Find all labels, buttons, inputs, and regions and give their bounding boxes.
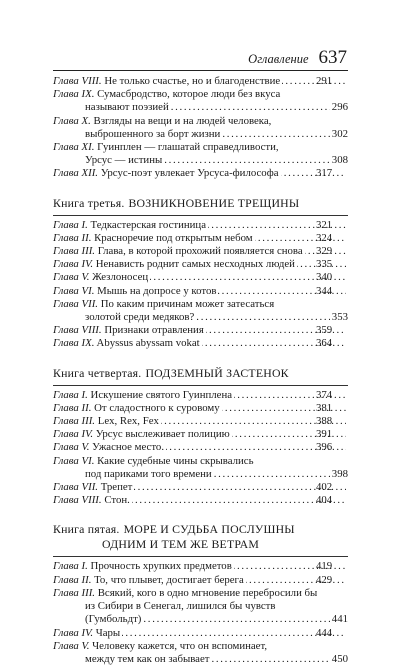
toc-entry[interactable] [53,640,348,666]
leader-dots [164,154,330,167]
book-section [53,519,348,666]
chapter-page-number: 450 [331,652,348,665]
toc-entry[interactable]: Глава VIII. Не только счастье, но и благоденствие . . . 291 [53,75,348,88]
chapter-label: Глава III. [53,415,96,428]
toc-entry[interactable]: Глава I. Искушение святого Гуинплена . . . 374 [53,389,348,402]
toc-entry[interactable]: Глава II. От сладостного к суровому . . . 381 [53,402,348,415]
leader-dots [282,75,346,88]
toc-entry[interactable]: Глава IV. Чары . . . 444 [53,627,348,640]
toc-entry[interactable]: Глава II. Красноречие под открытым небом . . . 324 [53,232,348,245]
chapter-title: Прочность хрупких предметов [90,560,232,573]
chapter-title: Урсус — истины [85,154,163,167]
page-number: 637 [318,47,347,68]
chapter-title: Сумасбродство, которое люди без вкуса [97,88,281,101]
chapter-title: называют поэзией [85,101,169,114]
book-section [53,75,348,181]
chapter-page-number: 441 [331,613,348,626]
chapter-title: Гуинплен — глашатай справедливости, [97,141,279,154]
section-rule [53,385,348,386]
toc-entry[interactable] [53,141,348,167]
chapter-title: Стон. [104,494,130,507]
chapter-label: Глава IV. [53,626,94,639]
chapter-title: Взгляды на вещи и на людей человека, [93,114,272,127]
chapter-page-number: 398 [331,467,348,480]
toc-entry[interactable]: Глава VI. Мышь на допросе у котов . . . 344 [53,285,348,298]
chapter-title: Признаки отравления [104,324,204,337]
running-header [248,47,347,69]
leader-dots [122,627,346,640]
toc-entry[interactable]: Глава III. Lex, Rex, Fex . . . 388 [53,415,348,428]
chapter-label: Глава II. [53,231,92,244]
chapter-title: Трепет [100,481,133,494]
book-section [53,193,348,351]
chapter-label: Глава IX. [53,88,95,101]
leader-dots [134,481,346,494]
leader-dots [222,128,329,141]
chapter-label: Глава VI. [53,454,95,467]
toc-entry[interactable]: Глава IX. Abyssus abyssam vokat . . . 364 [53,337,348,350]
toc-entry[interactable]: Глава I. Прочность хрупких предметов . . . 419 [53,560,348,573]
chapter-label: Глава I. [53,560,88,573]
chapter-page-number: 296 [331,101,348,114]
chapter-title: Ненависть роднит самых несходных людей [95,258,295,271]
toc-entry[interactable] [53,298,348,324]
chapter-title: (Гумбольдт) [85,613,142,626]
chapter-label: Глава VII. [53,297,99,310]
chapter-label: Глава X. [53,114,91,127]
chapter-title: Всякий, кого в одно мгновение перебросили бы [97,586,318,599]
toc-entry[interactable] [53,115,348,141]
chapter-title: Lex, Rex, Fex [97,415,159,428]
chapter-title: Человеку кажется, что он вспоминает, [92,639,268,652]
toc-entry[interactable]: Глава II. То, что плывет, достигает берега . . . 429 [53,574,348,587]
chapter-page-number: 302 [331,127,348,140]
book-name: ПОДЗЕМНЫЙ ЗАСТЕНОК [145,365,289,380]
toc-entry[interactable]: Глава III. Глава, в которой прохожий появляется снова . . . 329 [53,245,348,258]
table-of-contents [53,75,348,666]
book-name-continued: ОДНИМ И ТЕМ ЖЕ ВЕТРАМ [101,537,260,552]
chapter-label: Глава VI. [53,284,95,297]
chapter-title: Урсус-поэт увлекает Урсуса-философа [100,167,279,180]
chapter-title: Тедкастерская гостиница [90,218,206,231]
chapter-label: Глава III. [53,586,96,599]
chapter-label: Глава I. [53,388,88,401]
book-name: ВОЗНИКНОВЕНИЕ ТРЕЩИНЫ [128,195,300,210]
chapter-label: Глава IV. [53,428,94,441]
chapter-label: Глава II. [53,573,92,586]
leader-dots [211,653,329,666]
chapter-title: из Сибири в Сенегал, лишился бы чувств [85,600,276,613]
leader-dots [281,167,347,180]
chapter-page-number: 308 [331,154,348,167]
chapter-title: Жезлоносец [92,271,149,284]
chapter-title: Красноречие под открытым небом [94,231,253,244]
toc-entry[interactable]: Глава V. Жезлоносец . . . 340 [53,271,348,284]
leader-dots [214,468,330,481]
chapter-label: Глава III. [53,245,96,258]
toc-entry[interactable]: Глава VII. Трепет . . . 402 [53,481,348,494]
leader-dots [143,613,329,626]
chapter-title: От сладостного к суровому [94,401,220,414]
chapter-label: Глава VIII. [53,494,102,507]
header-rule [53,70,348,71]
chapter-title: То, что плывет, достигает берега [94,573,244,586]
book-section [53,363,348,508]
chapter-title: золотой среди медяков? [85,311,195,324]
toc-entry[interactable] [53,455,348,481]
toc-entry[interactable]: Глава V. Ужасное место. . . . 396 [53,441,348,454]
toc-entry[interactable]: Глава VIII. Признаки отравления . . . 359 [53,324,348,337]
chapter-title: между тем как он забывает [85,652,210,665]
leader-dots [132,494,346,507]
chapter-label: Глава V. [53,639,90,652]
section-rule [53,215,348,216]
chapter-label: Глава VII. [53,481,99,494]
running-header-section: Оглавление [248,52,309,66]
chapter-label: Глава VIII. [53,324,102,337]
chapter-label: Глава I. [53,218,88,231]
chapter-title: Глава, в которой прохожий появляется снова [97,245,303,258]
toc-entry[interactable] [53,587,348,627]
chapter-label: Глава IX. [53,337,95,350]
toc-entry[interactable]: Глава IV. Ненависть роднит самых несходных людей . . . 335 [53,258,348,271]
chapter-title: Не только счастье, но и благоденствие [104,75,281,87]
chapter-title: Какие судебные чины скрывались [97,454,254,467]
chapter-title: Ужасное место. [92,441,165,454]
chapter-label: Глава II. [53,401,92,414]
chapter-label: Глава XI. [53,141,95,154]
chapter-title: Мышь на допросе у котов [97,284,217,297]
chapter-title: Чары [95,626,121,639]
toc-entry[interactable]: Глава I. Тедкастерская гостиница . . . 321 [53,219,348,232]
toc-entry[interactable]: Глава IV. Урсус выслеживает полицию . . . 391 [53,428,348,441]
chapter-page-number: 353 [331,311,348,324]
chapter-label: Глава V. [53,441,90,454]
chapter-title: выброшенного за борт жизни [85,127,221,140]
toc-entry[interactable]: Глава VIII. Стон. . . . 404 [53,494,348,507]
chapter-title: Искушение святого Гуинплена [90,388,233,401]
book-name: МОРЕ И СУДЬБА ПОСЛУШНЫ [123,522,295,537]
section-rule [53,556,348,557]
book-title [53,363,348,383]
book-number: Книга четвертая. [53,365,142,380]
toc-entry[interactable] [53,88,348,114]
chapter-title: Abyssus abyssam vokat [96,337,200,350]
book-title [53,519,348,554]
leader-dots [255,232,346,245]
chapter-label: Глава XII. [53,167,99,180]
chapter-label: Глава V. [53,271,90,284]
toc-entry[interactable]: Глава XII. Урсус-поэт увлекает Урсуса-философа . . . 317 [53,167,348,180]
leader-dots [196,311,330,324]
chapter-label: Глава IV. [53,258,94,271]
chapter-title: под париками того времени [85,467,212,480]
chapter-label: Глава VIII. [53,75,102,87]
book-title [53,193,348,213]
chapter-title: По каким причинам может затесаться [100,297,275,310]
book-number: Книга третья. [53,195,125,210]
chapter-title: Урсус выслеживает полицию [95,428,230,441]
book-number: Книга пятая. [53,522,120,537]
leader-dots [171,101,330,114]
